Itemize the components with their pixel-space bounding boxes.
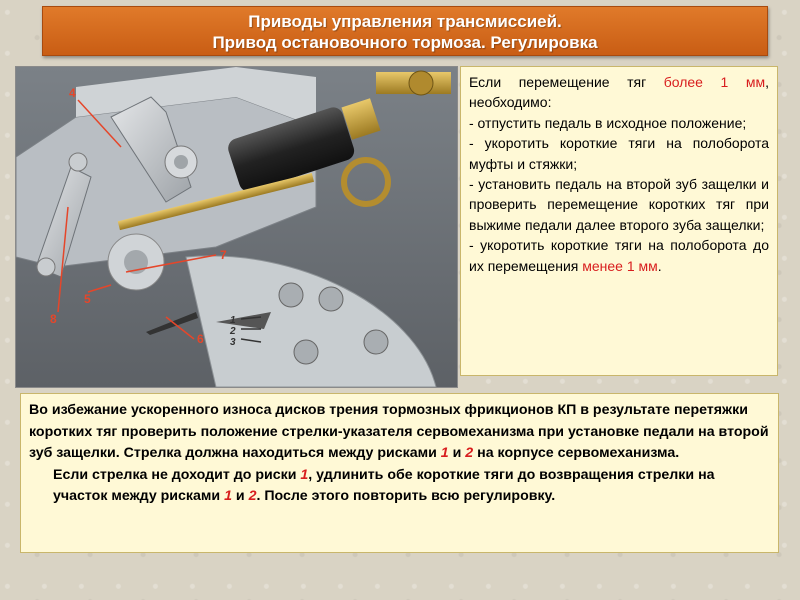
title-line-2: Привод остановочного тормоза. Регулировка bbox=[212, 33, 598, 52]
note-paragraph-2: Если стрелка не доходит до риски 1, удлинить обе короткие тяги до возвращения стрелки на участок между рисками 1 и 2. После этого повторить всю регулировку. bbox=[53, 466, 715, 505]
title-line-1: Приводы управления трансмиссией. bbox=[248, 12, 562, 31]
scale-mark-1: 1 bbox=[230, 315, 236, 326]
instruction-step-2: - укоротить короткие тяги на полоборота муфты и стяжки; bbox=[469, 135, 769, 172]
instruction-intro: Если перемещение тяг более 1 мм, необходимо: bbox=[469, 74, 769, 111]
instruction-step-3: - установить педаль на второй зуб защелки и проверить перемещение коротких тяг при выжиме педали далее второго зуба защелки; bbox=[469, 176, 769, 233]
instruction-step-4: - укоротить короткие тяги на полоборота до их перемещения менее 1 мм. bbox=[469, 237, 769, 274]
scale-mark-2: 2 bbox=[230, 326, 236, 337]
scale-mark-3: 3 bbox=[230, 337, 236, 348]
callout-8: 8 bbox=[50, 312, 57, 326]
slide-title bbox=[42, 6, 768, 56]
indicator-check-note bbox=[20, 393, 779, 553]
note-paragraph-1: Во избежание ускоренного износа дисков трения тормозных фрикционов КП в результате перетяжки коротких тяг проверить положение стрелки-указателя сервомеханизма при установке педали на второй зуб защелки. Стрелка должна находиться между рисками 1 и 2 на корпусе сервомеханизма. bbox=[29, 402, 769, 462]
callout-7: 7 bbox=[220, 248, 227, 262]
mechanism-illustration bbox=[15, 66, 458, 388]
callout-6: 6 bbox=[197, 332, 204, 346]
callout-4: 4 bbox=[69, 86, 76, 100]
callout-5: 5 bbox=[84, 292, 91, 306]
instruction-step-1: - отпустить педаль в исходное положение; bbox=[469, 114, 747, 131]
adjustment-instructions bbox=[460, 66, 778, 376]
